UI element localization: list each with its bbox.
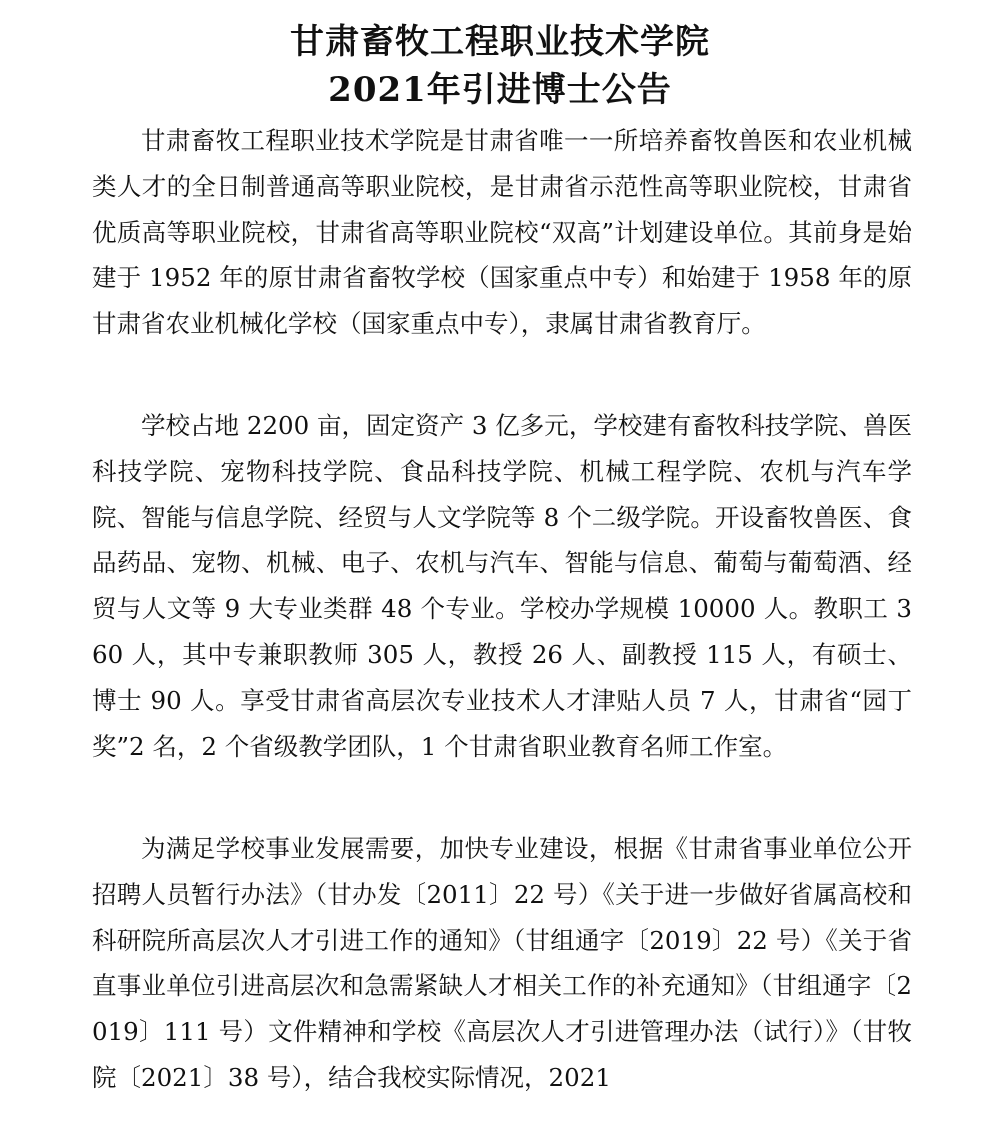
document-title-announcement: 2021年引进博士公告 [328,70,672,110]
paragraph-recruitment-basis: 为满足学校事业发展需要，加快专业建设，根据《甘肃省事业单位公开招聘人员暂行办法》（甘办发〔2011〕22 号）《关于进一步做好省属高校和科研院所高层次人才引进工作的通知》（甘组通字〔2019〕22 号）《关于省直事业单位引进高层次和急需紧缺人才相关工作的补充通知》（甘组通字〔2019〕111 号）文件精神和学校《高层次人才引进管理办法（试行）》（甘牧院〔2021〕38 号），结合我校实际情况，2021 [92,834,912,1092]
paragraph-school-scale: 学校占地 2200 亩，固定资产 3 亿多元，学校建有畜牧科技学院、兽医科技学院、宠物科技学院、食品科技学院、机械工程学院、农机与汽车学院、智能与信息学院、经贸与人文学院等 8 个二级学院。开设畜牧兽医、食品药品、宠物、机械、电子、农机与汽车、智能与信息、葡萄与葡萄酒、经贸与人文等 9 大专业类群 48 个专业。学校办学规模 10000 人。教职工 360 人，其中专兼职教师 305 人，教授 26 人、副教授 115 人，有硕士、博士 90 人。享受甘肃省高层次专业技术人才津贴人员 7 人，甘肃省“园丁奖”2 名，2 个省级教学团队，1 个甘肃省职业教育名师工作室。 [92,411,912,761]
document-title-institution: 甘肃畜牧工程职业技术学院 [290,22,710,62]
paragraph-school-introduction: 甘肃畜牧工程职业技术学院是甘肃省唯一一所培养畜牧兽医和农业机械类人才的全日制普通高等职业院校，是甘肃省示范性高等职业院校，甘肃省优质高等职业院校，甘肃省高等职业院校“双高”计划建设单位。其前身是始建于 1952 年的原甘肃省畜牧学校（国家重点中专）和始建于 1958 年的原甘肃省农业机械化学校（国家重点中专），隶属甘肃省教育厅。 [92,126,912,339]
